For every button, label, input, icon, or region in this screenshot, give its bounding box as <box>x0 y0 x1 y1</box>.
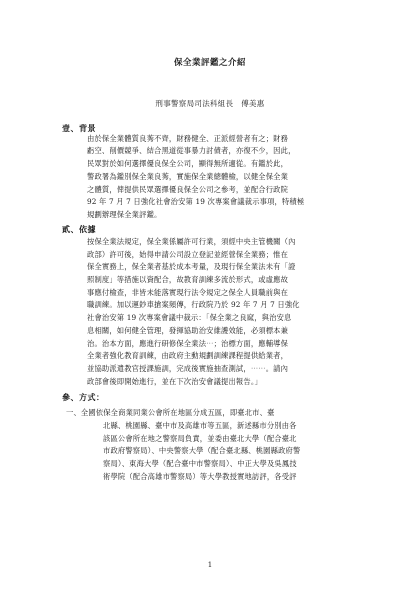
body-line: 全業者強化教育訓練，由政府主動規劃訓練課程提供給業者， <box>87 351 289 360</box>
body-line: 保全實務上，保全業者基於成本考量，及現行保全業法未有「證 <box>87 262 296 271</box>
body-line: 民眾對於如何選擇優良保全公司，顯得無所適從。有鑑於此， <box>87 159 289 168</box>
section-heading-basis: 貳、依據 <box>62 224 96 234</box>
body-line: 察局）、東海大學（配合臺中市警察局）、中正大學及吳鳳技 <box>103 459 297 468</box>
section-heading-method: 參、方式： <box>62 392 105 402</box>
body-line: 之體質，俾提供民眾選擇優良保全公司之參考，並配合行政院 <box>87 185 289 194</box>
body-line: 該區公會所在地之警察局負責，並委由臺北大學（配合臺北 <box>103 434 297 443</box>
section-heading-background: 壹、背景 <box>62 123 96 133</box>
author-line: 刑事警察局司法科組長 傅美惠 <box>155 99 265 108</box>
body-line: 事應付檢查，非皆未能落實現行法令規定之保全人員職前與在 <box>87 288 289 297</box>
body-line: 按保全業法規定，保全業係屬許可行業，須經中央主管機關（內 <box>87 237 296 246</box>
body-line: 市政府警察局）、中央警察大學（配合臺北縣、桃園縣政府警 <box>103 446 301 455</box>
list-item-first-line: 一、全國依保全商業同業公會所在地區分成五區，即臺北市、臺 <box>66 408 275 417</box>
body-line: 術學院（配合高雄市警察局）等大學教授實地訪評，各受評 <box>103 472 297 481</box>
body-line: 政部會後即開始進行，並在下次治安會議提出報告。」 <box>87 377 263 386</box>
body-line: 政部）許可後，始得申請公司設立登記並經營保全業務；惟在 <box>87 250 289 259</box>
body-line: 規劃辦理保全業評鑑。 <box>87 210 162 219</box>
body-line: 92 年 7 月 7 日強化社會治安第 19 次專案會議裁示事項，特積極 <box>87 197 305 206</box>
body-line: 由於保全業體質良莠不齊，財務健全、正派經營者有之；財務 <box>87 134 289 143</box>
page-number: 1 <box>207 561 213 569</box>
body-line: 照制度」等措施以資配合，故教育訓練多流於形式，或虛應故 <box>87 275 289 284</box>
body-line: 虧空、削價競爭、結合黑道從事暴力討債者，亦復不少，因此， <box>87 146 296 155</box>
body-line: 治。治本方面，應進行研修保全業法⋯；治標方面，應輔導保 <box>87 339 289 348</box>
body-line: 息相關，如何健全管理，發揮協助治安維護效能，必須標本兼 <box>87 326 289 335</box>
document-title: 保全業評鑑之介紹 <box>173 58 246 68</box>
body-line: 職訓練。加以運鈔車搶案頻傳，行政院乃於 92 年 7 月 7 日強化 <box>87 300 300 309</box>
body-line: 社會治安第 19 次專案會議中裁示：「保全業之良窳，與治安息 <box>87 313 292 322</box>
body-line: 北縣、桃園縣、臺中市及高雄市等五區，新述縣市分別由各 <box>103 421 297 430</box>
body-line: 警政署為鑑別保全業良莠，實施保全業總體檢，以健全保全業 <box>87 172 289 181</box>
body-line: 並協助派遣教官授課施訓，完成後實施抽查測試，⋯⋯。請內 <box>87 364 289 373</box>
